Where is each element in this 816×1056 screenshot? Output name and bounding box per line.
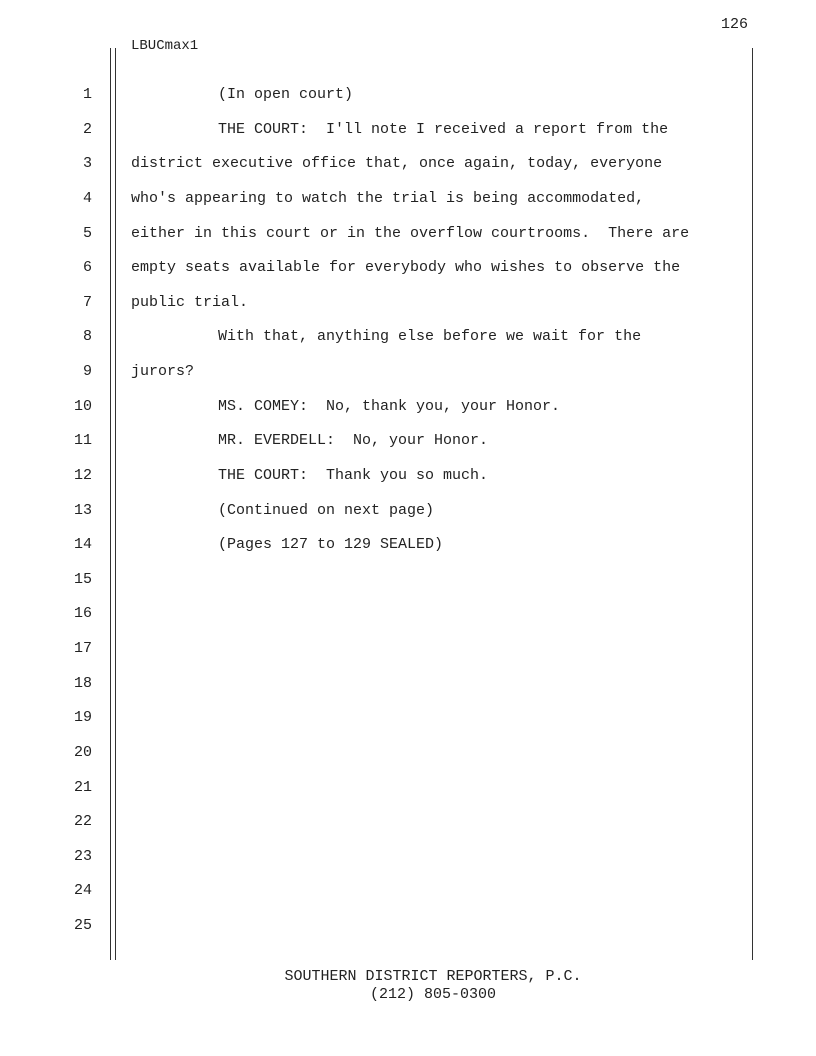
line-text: empty seats available for everybody who wishes to observe the [131, 259, 681, 277]
line-text: who's appearing to watch the trial is being accommodated, [131, 189, 645, 207]
footer-phone: (212) 805-0300 [369, 986, 497, 1003]
line-text: With that, anything else before we wait for the [218, 328, 642, 346]
line-number: 21 [73, 778, 92, 796]
transcript-line [0, 112, 816, 147]
line-text: THE COURT: Thank you so much. [218, 466, 489, 484]
transcript-line [0, 908, 816, 943]
line-number: 14 [73, 536, 92, 554]
line-number: 1 [82, 86, 92, 103]
line-number: 18 [73, 674, 92, 692]
line-number: 4 [82, 189, 92, 207]
transcript-line [0, 146, 816, 181]
line-text: either in this court or in the overflow courtrooms. There are [131, 224, 690, 242]
line-number: 9 [82, 363, 92, 380]
transcript-line [0, 631, 816, 666]
line-text: MS. COMEY: No, thank you, your Honor. [218, 397, 561, 415]
transcript-line [0, 354, 816, 389]
transcript-line [0, 527, 816, 562]
transcript-line [0, 596, 816, 631]
line-number: 11 [73, 432, 92, 450]
line-number: 8 [82, 328, 92, 346]
line-text: district executive office that, once again, today, everyone [131, 155, 663, 173]
transcript-line [0, 562, 816, 597]
page-number: 126 [720, 16, 748, 33]
line-number: 19 [73, 709, 92, 727]
line-number: 3 [82, 155, 92, 173]
line-text: jurors? [131, 363, 195, 380]
line-number: 10 [73, 397, 92, 415]
line-number: 25 [73, 917, 92, 934]
transcript-line [0, 423, 816, 458]
transcript-line [0, 216, 816, 251]
transcript-line [0, 250, 816, 285]
line-text: (Continued on next page) [218, 501, 435, 519]
transcript-line [0, 839, 816, 874]
line-number: 6 [82, 259, 92, 277]
line-number: 24 [73, 882, 92, 900]
transcript-line [0, 181, 816, 216]
transcript-line [0, 735, 816, 770]
transcript-line [0, 804, 816, 839]
line-text: (In open court) [218, 86, 354, 103]
line-text: MR. EVERDELL: No, your Honor. [218, 432, 489, 450]
transcript-line [0, 493, 816, 528]
line-text: public trial. [131, 293, 249, 311]
transcript-line [0, 319, 816, 354]
line-number: 20 [73, 743, 92, 761]
transcript-line [0, 77, 816, 112]
line-number: 16 [73, 605, 92, 623]
transcript-line [0, 770, 816, 805]
line-number: 7 [82, 293, 92, 311]
line-text: THE COURT: I'll note I received a report from the [218, 120, 669, 138]
line-number: 22 [73, 813, 92, 831]
line-text: (Pages 127 to 129 SEALED) [218, 536, 444, 554]
transcript-line [0, 700, 816, 735]
line-number: 13 [73, 501, 92, 519]
document-header-id: LBUCmax1 [131, 38, 199, 54]
footer [0, 968, 816, 1004]
line-number: 15 [73, 570, 92, 588]
transcript-body [0, 77, 816, 943]
line-number: 17 [73, 640, 92, 657]
transcript-line [0, 666, 816, 701]
transcript-line [0, 873, 816, 908]
transcript-line [0, 458, 816, 493]
line-number: 2 [82, 120, 92, 138]
line-number: 23 [73, 847, 92, 865]
footer-company: SOUTHERN DISTRICT REPORTERS, P.C. [284, 968, 582, 985]
transcript-line [0, 285, 816, 320]
transcript-line [0, 389, 816, 424]
line-number: 5 [82, 224, 92, 242]
line-number: 12 [73, 466, 92, 484]
